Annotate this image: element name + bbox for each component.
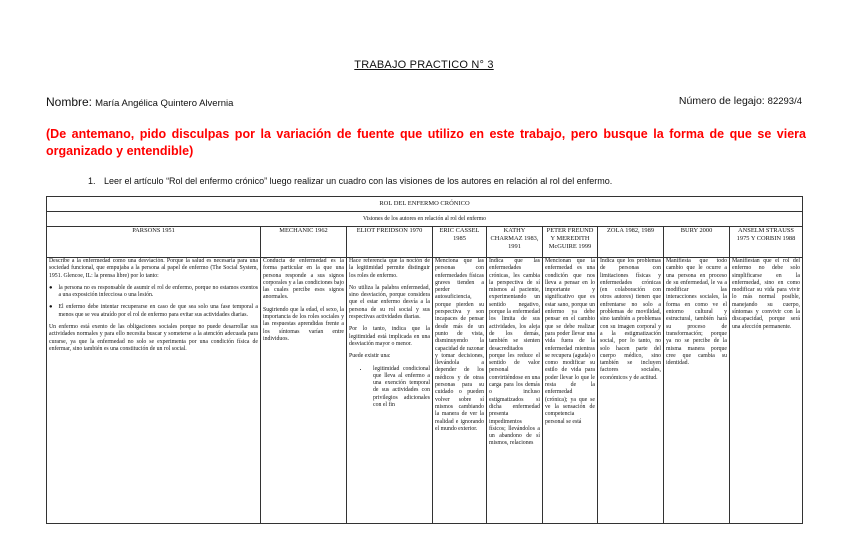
table-subtitle: Visiones de los autores en relación al rol del enfermo	[47, 212, 803, 227]
mechanic-p1: Conducta de enfermedad es la forma particular en la que una persona responde a sus signos corporales y a las condiciones bajo las cuales percibe esos signos anormales.	[263, 258, 344, 301]
header-bury: BURY 2000	[664, 227, 730, 258]
instruction-number: 1.	[88, 176, 96, 186]
header-cassel: ERIC CASSEL 1985	[433, 227, 487, 258]
freidson-p4: Puede existir una:	[349, 353, 391, 360]
header-charmaz: KATHY CHARMAZ 1983, 1991	[487, 227, 543, 258]
cell-charmaz	[487, 258, 543, 524]
header-parsons: PARSONS 1951	[47, 227, 261, 258]
freund-text: Mencionan que la enfermedad es una condición que nos lleva a pensar en lo importante y significativo que es estar sano, porque un enfermo ya debe pensar en el cambio que se debe realizar para poder llevar una vida fuera de la enfermedad mientras se recupera (aguda) o como modificar su estilo de vida para poder llevar lo que le resta de la enfermedad (crónica); ya que se ve la sensación de competencia personal se está	[545, 258, 595, 425]
instruction-text: Leer el artículo “Rol del enfermo crónico” luego realizar un cuadro con las visiones de los autores en relación al rol del enfermo.	[104, 176, 613, 186]
cell-cassel	[433, 258, 487, 524]
cell-parsons	[47, 258, 261, 524]
charmaz-text: Indica que las enfermedades crónicas, les cambia la perspectiva de sí mismos al paciente, experimentando un sentido negativo, porque la enfermedad los limita de sus actividades, los aleja de los demás, también se sienten desacreditados porque les reduce el sentido de valor personal convirtiéndose en una carga para los demás o incluso estigmatizados si dicha enfermedad presenta impedimentos físicos; llevándolos a un abandono de sí mismos, relaciones	[489, 258, 540, 447]
freidson-p1: Hace referencia que la noción de la legitimidad permite distinguir los roles de enfermo.	[349, 258, 430, 279]
parsons-bullet-2-text: El enfermo debe intentar recuperarse en caso de que sea solo una fase temporal a menos que se vea atraído por el rol de enfermo para evitar sus actividades diarias.	[58, 304, 258, 318]
cell-bury	[664, 258, 730, 524]
bury-text: Manifiesta que todo cambio que le ocurre a una persona en proceso de su enfermedad, le va a modificar las interacciones sociales, la forma en como ve el entorno cultural y estructural, también hará su proceso de transformación; porque ya no se percibe de la misma manera porque cree que cambia su identidad.	[666, 258, 727, 367]
freidson-list	[349, 366, 430, 410]
name-label: Nombre:	[46, 95, 93, 109]
header-mechanic: MECHANIC 1962	[261, 227, 347, 258]
parsons-bullet-2	[49, 304, 258, 319]
freidson-p2: No utiliza la palabra enfermedad, sino desviación, porque considera que el estar enfermo desvía a la persona de su rol social y sus respectivas actividades diarias.	[349, 284, 430, 321]
parsons-bullet-1-text: la persona no es responsable de asumir el rol de enfermo, porque no estamos exentos a una exposición infecciosa o una lesión.	[58, 284, 258, 299]
header-freund-mcguire: PETER FREUND Y MEREDITH McGUIRE 1999	[543, 227, 598, 258]
cell-freund-mcguire	[543, 258, 598, 524]
freidson-p3: Por lo tanto, indica que la legitimidad está implicada en una desviación mayor o menor.	[349, 326, 430, 347]
legajo-label: Número de legajo:	[678, 95, 765, 107]
instruction-item	[88, 176, 612, 186]
table-title: ROL DEL ENFERMO CRÓNICO	[47, 197, 803, 212]
chronic-patient-role-table	[46, 196, 803, 524]
legajo-line	[679, 95, 802, 107]
zola-text: Indica que los problemas de personas con limitaciones físicas y enfermedades crónicas (en colaboración con otros autores) tienen que enfrentarse no solo a problemas de movilidad, sino también a problemas con su imagen corporal y a la estigmatización social, por lo tanto, no solo hacen parte del cuerpo médico, sino también se incluyen factores sociales, económicos y de actitud.	[600, 258, 661, 381]
cell-strauss-corbin	[730, 258, 803, 524]
legajo-value: 82293/4	[767, 96, 802, 107]
parsons-intro: Describe a la enfermedad como una desviación. Porque la salud es necesaria para una sociedad funcional, que empujaba a la persona al papel de enfermo (The Social System, 1951. Glencoe, IL: la prensa libre) por lo tanto:	[49, 258, 258, 279]
student-name-line	[46, 95, 233, 109]
bullet-dot-icon: ●	[49, 304, 53, 311]
header-strauss-corbin: ANSELM STRAUSS 1975 Y CORBIN 1988	[730, 227, 803, 258]
parsons-bullet-1	[49, 285, 258, 300]
cassel-text: Menciona que las personas con enfermedades físicas graves tienden a perder autosuficiencia, porque pierden su perspectiva y son incapaces de pensar desde más de un punto de vista, disminuyendo la capacidad de razonar y tomar decisiones, llevándola a depender de los médicos y de otras personas para su cuidado o pueden volver sobre sí mismos cambiando la manera de ver la realidad e ignorando el mundo exterior.	[435, 258, 484, 432]
freidson-list-item: • legitimidad condicional que lleva al enfermo a una exención temporal de sus actividades con privilegios adicionales con el fin	[369, 366, 430, 410]
strauss-text: Manifiestan que el rol del enfermo no debe solo simplificarse en la enfermedad, sino en como modificar su vida para vivir lo más normal posible, manejando su cuerpo, síntomas y convivir con la discapacidad, porque será una afección permanente.	[732, 258, 800, 330]
header-zola: ZOLA 1982, 1989	[598, 227, 664, 258]
mechanic-p2: Sugiriendo que la edad, el sexo, la importancia de los roles sociales y las respuestas aprendidas frente a los síntomas varían entre individuos.	[263, 306, 344, 342]
header-freidson: ELIOT FREIDSON 1970	[347, 227, 433, 258]
name-value: María Angélica Quintero Alvernia	[95, 98, 234, 109]
apology-note: (De antemano, pido disculpas por la variación de fuente que utilizo en este trabajo, pero busque la forma de que se viera organizado y entendible)	[46, 127, 806, 158]
parsons-conclusion: Un enfermo está exento de las obligaciones sociales porque no puede desarrollar sus actividades normales y para ello necesita buscar y someterse a la atención adecuada para curarse, ya que la enfermedad no solo se experimenta por una condición física de enfermar, sino también es una constitución de un rol social.	[49, 324, 258, 352]
cell-mechanic	[261, 258, 347, 524]
cell-freidson	[347, 258, 433, 524]
document-title: TRABAJO PRACTICO N° 3	[354, 59, 494, 71]
bullet-dot-icon: ●	[49, 284, 53, 291]
cell-zola	[598, 258, 664, 524]
